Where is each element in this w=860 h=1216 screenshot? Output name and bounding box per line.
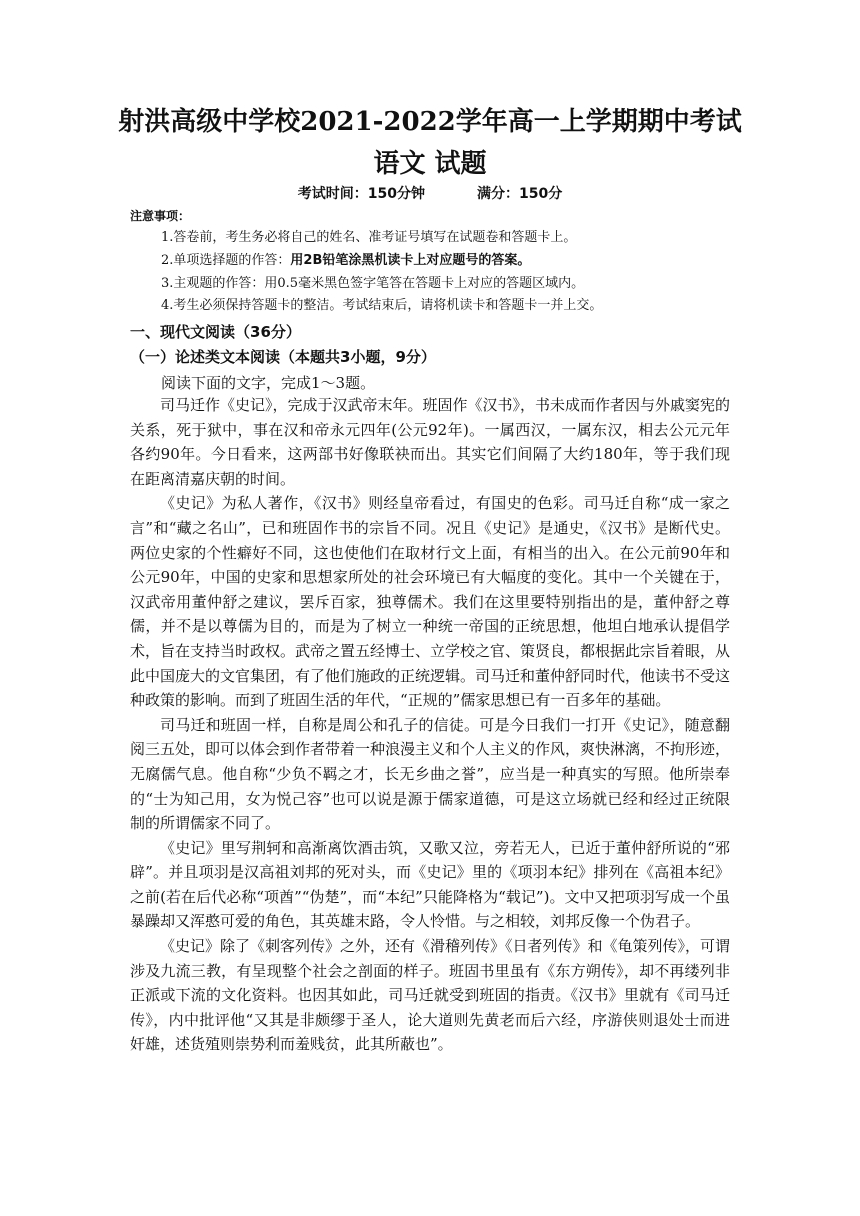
notice-item-2-prefix: 2.单项选择题的作答： [161, 253, 291, 268]
notice-item-2-emphasis: 用2B铅笔涂黑机读卡上对应题号的答案。 [290, 253, 531, 268]
notice-item-2 [161, 252, 530, 270]
passage-paragraph: 《史记》里写荆轲和高渐离饮酒击筑，又歌又泣，旁若无人，已近于董仲舒所说的“邪辟”。并且项羽是汉高祖刘邦的死对头，而《史记》里的《项羽本纪》排列在《高祖本纪》之前(若在后代必称“项酋”“伪楚”，而“本纪”只能降格为“载记”)。文中又把项羽写成一个虽暴躁却又浑憨可爱的角色，其英雄末路，令人怜惜。与之相较，刘邦反像一个伪君子。 [130, 838, 730, 931]
exam-title: 射洪高级中学校2021-2022学年高一上学期期中考试 [118, 107, 742, 137]
section-heading-1: 一、现代文阅读（36分） [130, 323, 301, 341]
exam-time: 考试时间：150分钟 [297, 186, 425, 202]
reading-instruction: 阅读下面的文字，完成1～3题。 [161, 374, 376, 392]
passage-paragraph: 司马迁和班固一样，自称是周公和孔子的信徒。可是今日我们一打开《史记》，随意翻阅三五处，即可以体会到作者带着一种浪漫主义和个人主义的作风，爽快淋漓，不拘形迹，无腐儒气息。他自称“少负不羁之才，长无乡曲之誉”，应当是一种真实的写照。他所崇奉的“士为知己用，女为悦己容”也可以说是源于儒家道德，可是这立场就已经和经过正统限制的所谓儒家不同了。 [130, 715, 731, 833]
passage-paragraph: 司马迁作《史记》，完成于汉武帝末年。班固作《汉书》，书未成而作者因与外戚窦宪的关系，死于狱中，事在汉和帝永元四年(公元92年)。一属西汉，一属东汉，相去公元元年各约90年。今日看来，这两部书好像联袂而出。其实它们间隔了大约180年，等于我们现在距离清嘉庆朝的时间。 [130, 396, 731, 488]
notice-item-4: 4.考生必须保持答题卡的整洁。考试结束后，请将机读卡和答题卡一并上交。 [161, 298, 603, 313]
notice-item-3: 3.主观题的作答：用0.5毫米黑色签字笔答在答题卡上对应的答题区域内。 [161, 276, 585, 291]
notice-heading: 注意事项： [130, 209, 191, 223]
notice-item-1: 1.答卷前，考生务必将自己的姓名、准考证号填写在试题卷和答题卡上。 [161, 230, 577, 245]
passage-paragraph: 《史记》为私人著作，《汉书》则经皇帝看过，有国史的色彩。司马迁自称“成一家之言”和“藏之名山”，已和班固作书的宗旨不同。况且《史记》是通史，《汉书》是断代史。两位史家的个性癖好不同，这也使他们在取材行文上面，有相当的出入。在公元前90年和公元90年，中国的史家和思想家所处的社会环境已有大幅度的变化。其中一个关键在于，汉武帝用董仲舒之建议，罢斥百家，独尊儒术。我们在这里要特别指出的是，董仲舒之尊儒，并不是以尊儒为目的，而是为了树立一种统一帝国的正统思想，他坦白地承认提倡学术，旨在支持当时政权。武帝之置五经博士、立学校之官、策贤良，都根据此宗旨着眼，从此中国庞大的文官集团，有了他们施政的正统逻辑。司马迁和董仲舒同时代，他读书不受这种政策的影响。而到了班固生活的年代，“正规的”儒家思想已有一百多年的基础。 [130, 494, 731, 710]
passage [130, 393, 730, 1057]
exam-subtitle: 语文 试题 [373, 149, 487, 179]
full-score: 满分：150分 [477, 186, 563, 202]
passage-paragraph: 《史记》除了《刺客列传》之外，还有《滑稽列传》《日者列传》和《龟策列传》，可谓涉及九流三教，有呈现整个社会之剖面的样子。班固书里虽有《东方朔传》，却不再缕列非正派或下流的文化资料。也因其如此，司马迁就受到班固的指责。《汉书》里就有《司马迁传》，内中批评他“又其是非颇缪于圣人，论大道则先黄老而后六经，序游侠则退处士而进奸雄，述货殖则崇势利而羞贱贫，此其所蔽也”。 [130, 937, 731, 1054]
exam-meta [0, 184, 860, 204]
section-heading-1-1: （一）论述类文本阅读（本题共3小题，9分） [130, 348, 436, 366]
